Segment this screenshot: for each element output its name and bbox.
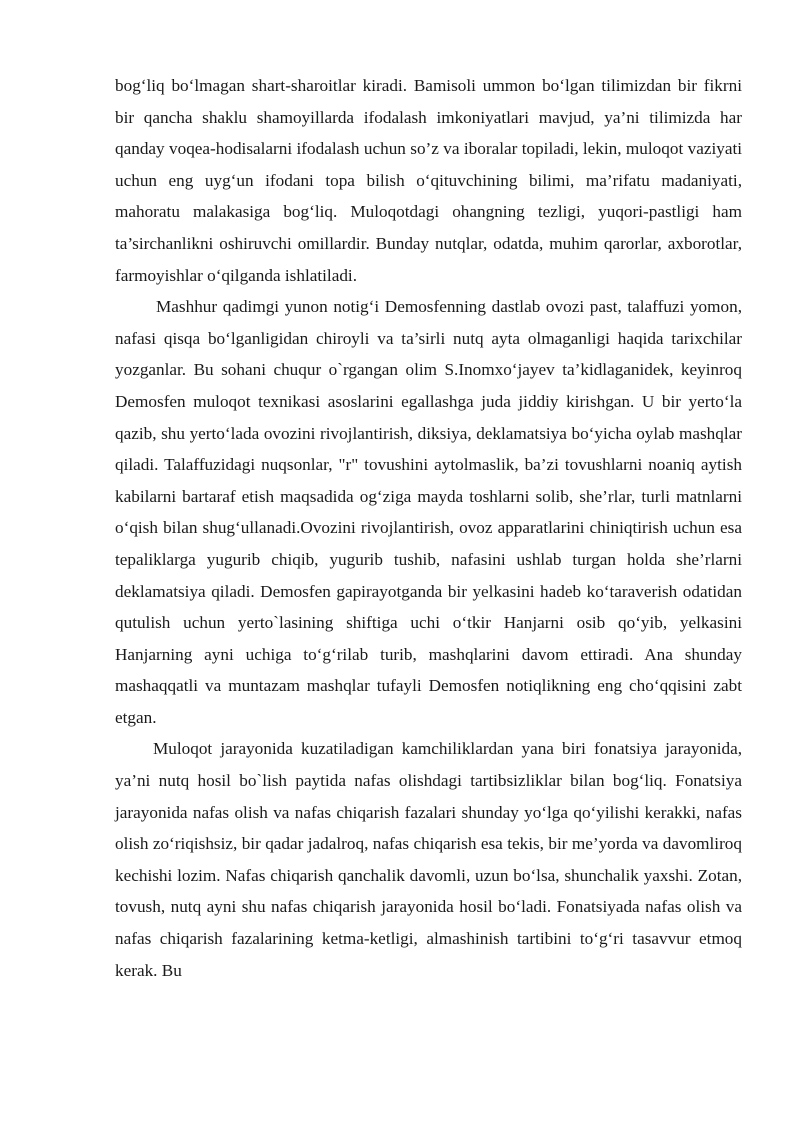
paragraph-continuation: bog‘liq bo‘lmagan shart-sharoitlar kiradi. Bamisoli ummon bo‘lgan tilimizdan bir fikrni bir qancha shaklu shamoyillarda ifodalash imkoniyatlari mavjud, ya’ni tilimizda har qanday voqea-hodisalarni ifodalash uchun so’z va iboralar topiladi, lekin, muloqot vaziyati uchun eng uyg‘un ifodani topa bilish o‘qituvchining bilimi, ma’rifatu madaniyati, mahoratu malakasiga bog‘liq. Muloqotdagi ohangning tezligi, yuqori-pastligi ham ta’sirchanlikni oshiruvchi omillardir. Bunday nutqlar, odatda, muhim qarorlar, axborotlar, farmoyishlar o‘qilganda ishlatiladi. — [115, 76, 742, 285]
paragraph-fonatsiya: Muloqot jarayonida kuzatiladigan kamchiliklardan yana biri fonatsiya jarayonida, ya’ni nutq hosil bo`lish paytida nafas olishdagi tartibsizliklar bilan bog‘liq. Fonatsiya jarayonida nafas olish va nafas chiqarish fazalari shunday yo‘lga qo‘yilishi kerakki, nafas olish zo‘riqishsiz, bir qadar jadalroq, nafas chiqarish esa tekis, bir me’yorda va davomliroq kechishi lozim. Nafas chiqarish qanchalik davomli, uzun bo‘lsa, shunchalik yaxshi. Zotan, tovush, nutq ayni shu nafas chiqarish jarayonida hosil bo‘ladi. Fonatsiyada nafas olish va nafas chiqarish fazalarining ketma-ketligi, almashinish tartibini to‘g‘ri tasavvur etmoq kerak. Bu — [115, 739, 742, 980]
body-text — [115, 70, 742, 986]
paragraph-demosfen: Mashhur qadimgi yunon notig‘i Demosfenning dastlab ovozi past, talaffuzi yomon, nafasi qisqa bo‘lganligidan chiroyli va ta’sirli nutq ayta olmaganligi haqida tarixchilar yozganlar. Bu sohani chuqur o`rgangan olim S.Inomxo‘jayev ta’kidlaganidek, keyinroq Demosfen muloqot texnikasi asoslarini egallashga juda jiddiy kirishgan. U bir yerto‘la qazib, shu yerto‘lada ovozini rivojlantirish, diksiya, deklamatsiya bo‘yicha oylab mashqlar qiladi. Talaffuzidagi nuqsonlar, "r" tovushini aytolmaslik, ba’zi tovushlarni noaniq aytish kabilarni bartaraf etish maqsadida og‘ziga mayda toshlarni solib, she’rlar, turli matnlarni o‘qish bilan shug‘ullanadi.Ovozini rivojlantirish, ovoz apparatlarini chiniqtirish uchun esa tepaliklarga yugurib chiqib, yugurib tushib, nafasini ushlab turgan holda she’rlarni deklamatsiya qiladi. Demosfen gapirayotganda bir yelkasini hadeb ko‘taraverish odatidan qutulish uchun yerto`lasining shiftiga uchi o‘tkir Hanjarni osib qo‘yib, yelkasini Hanjarning ayni uchiga to‘g‘rilab turib, mashqlarini davom ettiradi. Ana shunday mashaqqatli va muntazam mashqlar tufayli Demosfen notiqlikning eng cho‘qqisini zabt etgan. — [115, 297, 742, 727]
